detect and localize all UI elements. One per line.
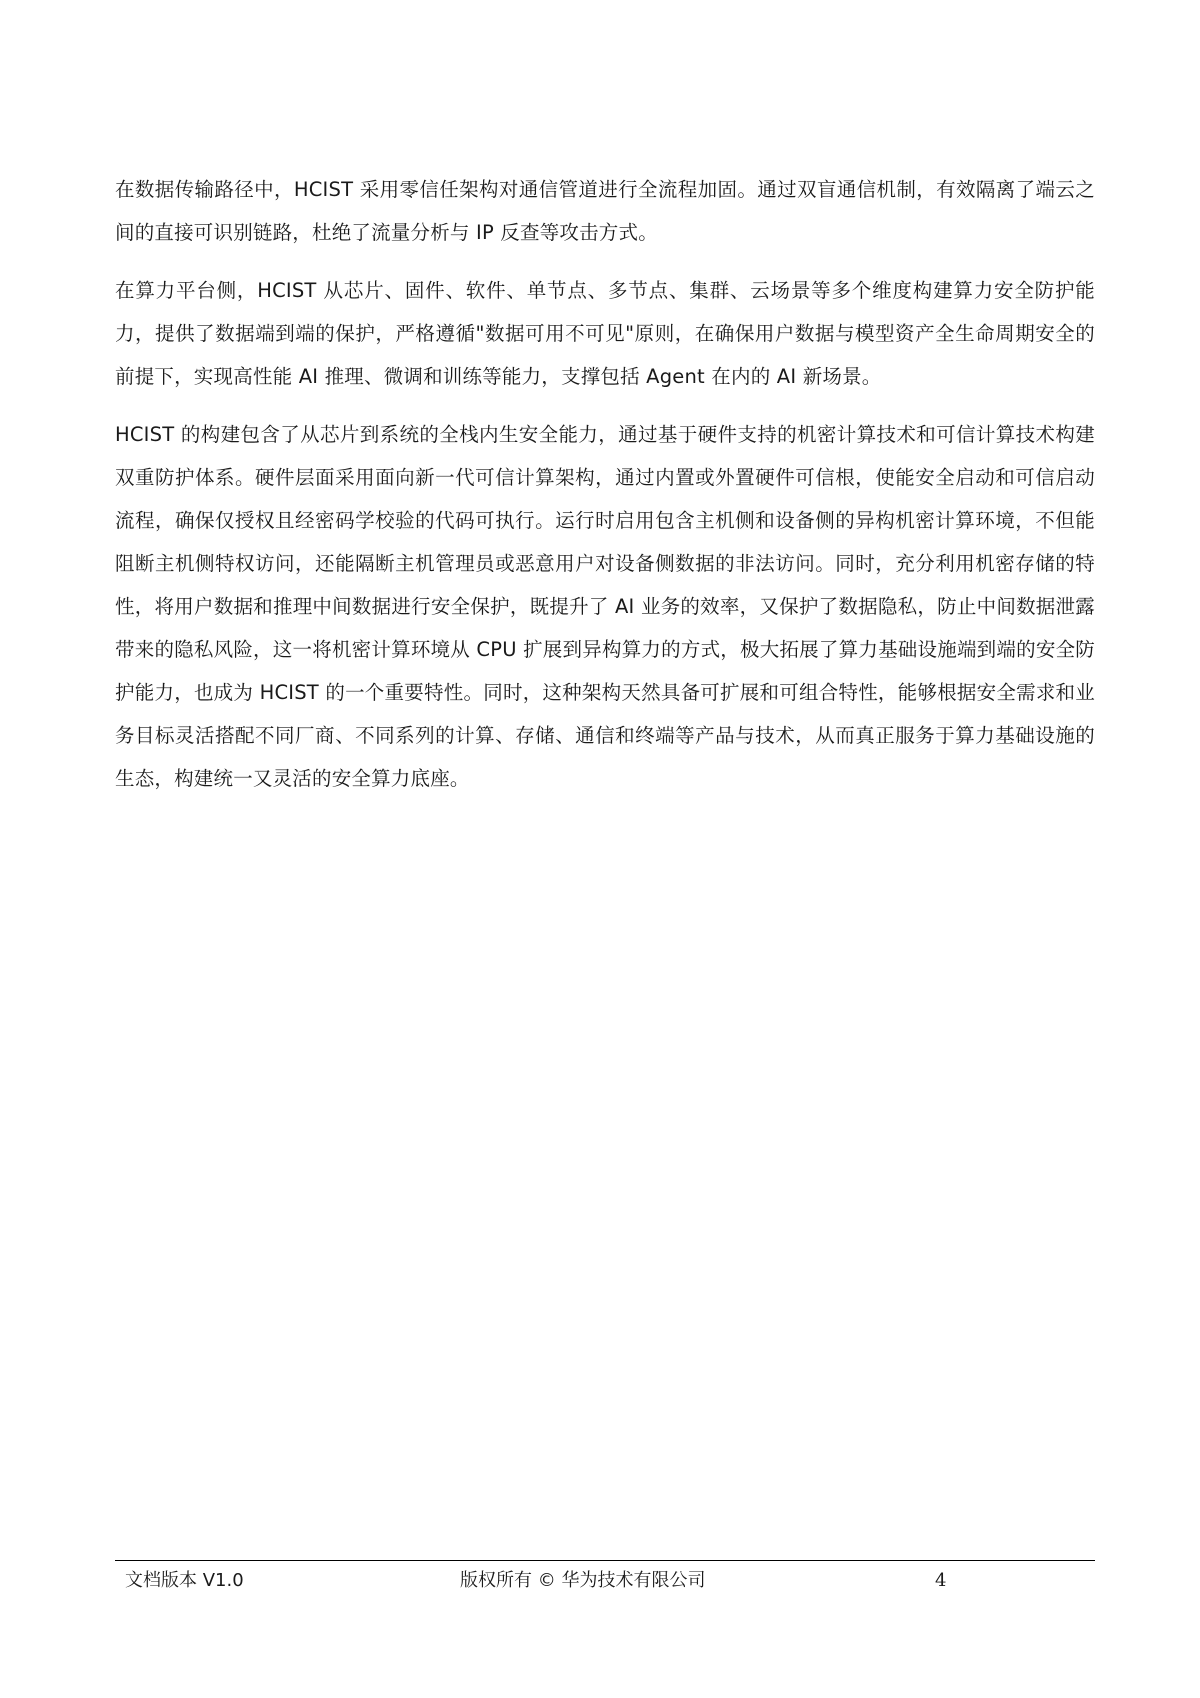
page-footer bbox=[115, 1560, 1095, 1601]
paragraph-transmission-path: 在数据传输路径中，HCIST 采用零信任架构对通信管道进行全流程加固。通过双盲通信机制，有效隔离了端云之间的直接可识别链路，杜绝了流量分析与 IP 反查等攻击方式。 bbox=[115, 178, 1095, 244]
copyright-notice: 版权所有 © 华为技术有限公司 bbox=[460, 1570, 706, 1591]
paragraph-compute-platform: 在算力平台侧，HCIST 从芯片、固件、软件、单节点、多节点、集群、云场景等多个维度构建算力安全防护能力，提供了数据端到端的保护，严格遵循"数据可用不可见"原则，在确保用户数据与模型资产全生命周期安全的前提下，实现高性能 AI 推理、微调和训练等能力，支撑包括 Agent 在内的 AI 新场景。 bbox=[115, 279, 1095, 388]
paragraph-hcist-construction: HCIST 的构建包含了从芯片到系统的全栈内生安全能力，通过基于硬件支持的机密计算技术和可信计算技术构建双重防护体系。硬件层面采用面向新一代可信计算架构，通过内置或外置硬件可信根，使能安全启动和可信启动流程，确保仅授权且经密码学校验的代码可执行。运行时启用包含主机侧和设备侧的异构机密计算环境，不但能阻断主机侧特权访问，还能隔断主机管理员或恶意用户对设备侧数据的非法访问。同时，充分利用机密存储的特性，将用户数据和推理中间数据进行安全保护，既提升了 AI 业务的效率，又保护了数据隐私，防止中间数据泄露带来的隐私风险，这一将机密计算环境从 CPU 扩展到异构算力的方式，极大拓展了算力基础设施端到端的安全防护能力，也成为 HCIST 的一个重要特性。同时，这种架构天然具备可扩展和可组合特性，能够根据安全需求和业务目标灵活搭配不同厂商、不同系列的计算、存储、通信和终端等产品与技术，从而真正服务于算力基础设施的生态，构建统一又灵活的安全算力底座。 bbox=[115, 423, 1095, 790]
document-version: 文档版本 V1.0 bbox=[125, 1570, 244, 1591]
document-body bbox=[115, 168, 1095, 815]
page-number: 4 bbox=[935, 1570, 947, 1591]
